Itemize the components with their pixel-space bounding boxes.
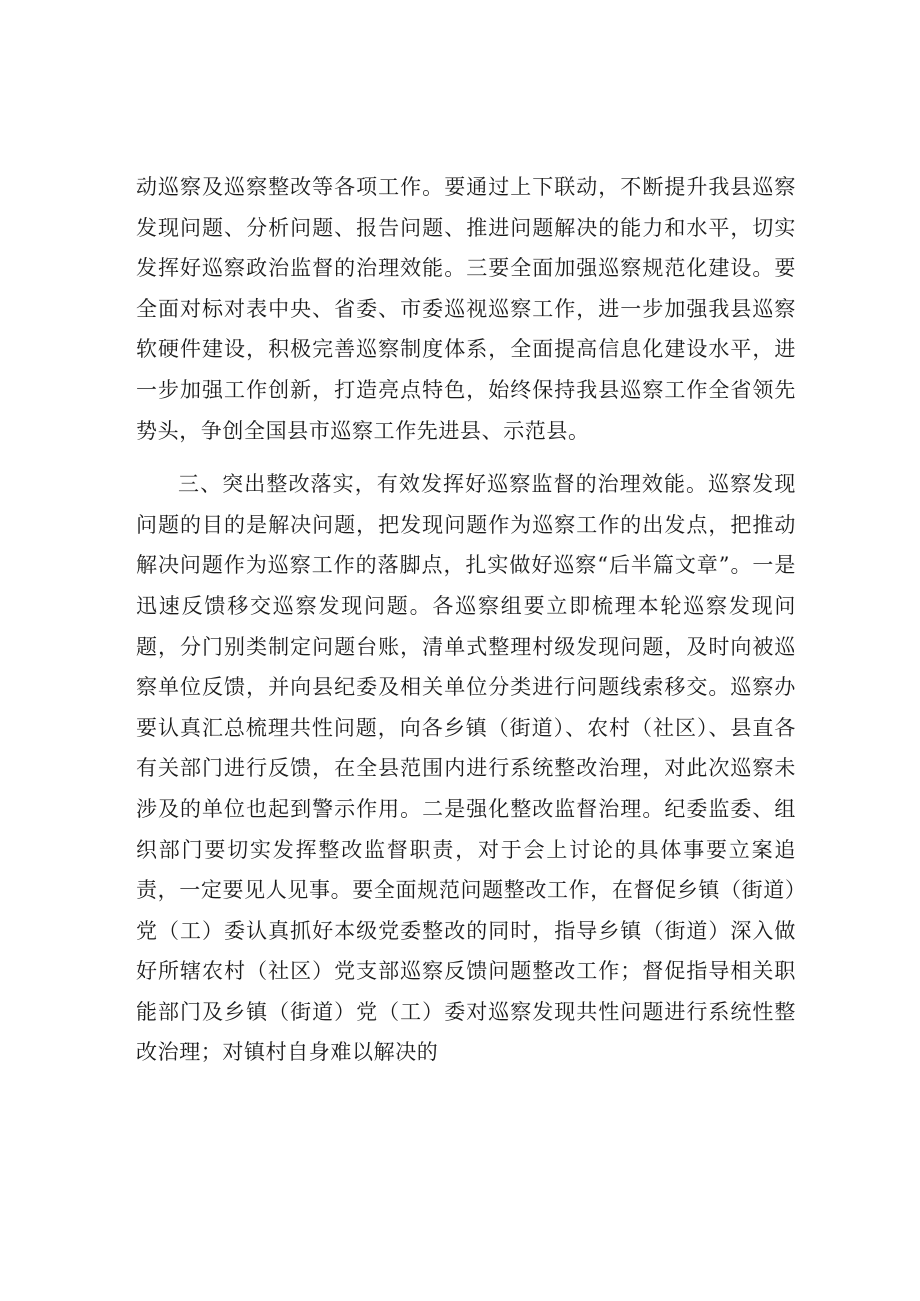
paragraph-gap xyxy=(136,451,796,464)
paragraph-section-three: 三、突出整改落实，有效发挥好巡察监督的治理效能。巡察发现问题的目的是解决问题，把发现问题作为巡察工作的出发点，把推动解决问题作为巡察工作的落脚点，扎实做好巡察“后半篇文章”。一是迅速反馈移交巡察发现问题。各巡察组要立即梳理本轮巡察发现问题，分门别类制定问题台账，清单式整理村级发现问题，及时向被巡察单位反馈，并向县纪委及相关单位分类进行问题线索移交。巡察办要认真汇总梳理共性问题，向各乡镇（街道）、农村（社区）、县直各有关部门进行反馈，在全县范围内进行系统整改治理，对此次巡察未涉及的单位也起到警示作用。二是强化整改监督治理。纪委监委、组织部门要切实发挥整改监督职责，对于会上讨论的具体事要立案追责，一定要见人见事。要全面规范问题整改工作，在督促乡镇（街道）党（工）委认真抓好本级党委整改的同时，指导乡镇（街道）深入做好所辖农村（社区）党支部巡察反馈问题整改工作；督促指导相关职能部门及乡镇（街道）党（工）委对巡察发现共性问题进行系统性整改治理；对镇村自身难以解决的 xyxy=(136,472,796,1065)
document-body xyxy=(136,167,796,1073)
paragraph-continuation: 动巡察及巡察整改等各项工作。要通过上下联动，不断提升我县巡察发现问题、分析问题、报告问题、推进问题解决的能力和水平，切实发挥好巡察政治监督的治理效能。三要全面加强巡察规范化建设。要全面对标对表中央、省委、市委巡视巡察工作，进一步加强我县巡察软硬件建设，积极完善巡察制度体系，全面提高信息化建设水平，进一步加强工作创新，打造亮点特色，始终保持我县巡察工作全省领先势头，争创全国县市巡察工作先进县、示范县。 xyxy=(136,175,796,443)
